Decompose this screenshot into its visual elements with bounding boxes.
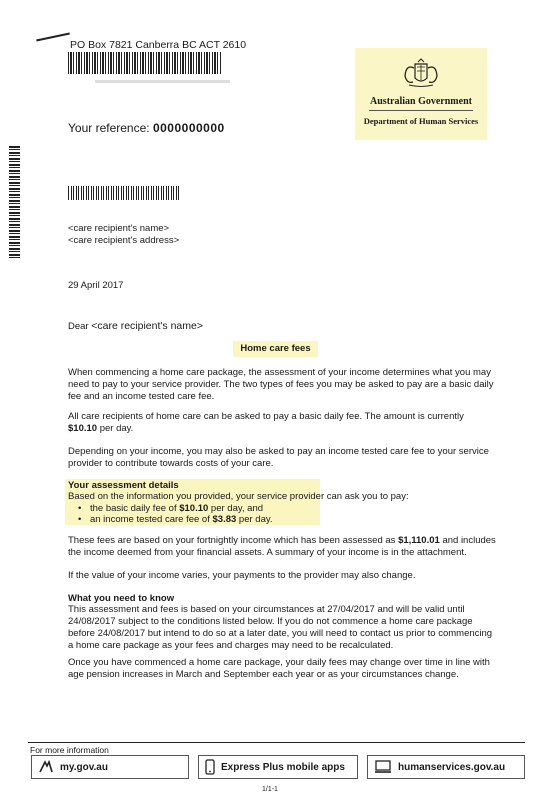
- paragraph-basic-fee-text: All care recipients of home care can be asked to pay a basic daily fee. The amount is currently: [68, 411, 464, 422]
- coat-of-arms-icon: [401, 58, 441, 88]
- logo-divider: [369, 110, 473, 111]
- logo-department-text: Department of Human Services: [363, 116, 479, 126]
- paragraph-income-varies: If the value of your income varies, your payments to the provider may also change.: [68, 570, 416, 581]
- footer-humanservices[interactable]: [367, 755, 525, 779]
- your-reference-value: 0000000000: [152, 121, 225, 135]
- bullet-income-end: per day.: [238, 514, 273, 525]
- paragraph-fortnightly-start: These fees are based on your fortnightly income which has been assessed as: [68, 535, 396, 546]
- computer-icon: [374, 760, 392, 774]
- footer-mygov-label: my.gov.au: [60, 761, 108, 773]
- bullet-basic-end: per day, and: [210, 503, 264, 514]
- salutation: [68, 320, 203, 332]
- mobile-phone-icon: [205, 759, 215, 775]
- footer-label: For more information: [30, 745, 109, 755]
- your-reference-label: Your reference:: [68, 121, 150, 135]
- fortnightly-income-amount: $1,110.01: [398, 535, 440, 546]
- recipient-name: <care recipient's name>: [68, 223, 170, 234]
- bullet-basic-text: the basic daily fee of: [89, 503, 177, 514]
- paragraph-fortnightly: [68, 535, 498, 559]
- bullet-basic-amount: $10.10: [179, 503, 209, 514]
- sender-address: PO Box 7821 Canberra BC ACT 2610: [70, 39, 247, 51]
- bullet-income-amount: $3.83: [212, 514, 237, 525]
- paragraph-changes: Once you have commenced a home care package, your daily fees may change over time in line with age pension increases in March and September each year or as your circumstances change.: [68, 657, 490, 680]
- recipient-address: <care recipient's address>: [68, 235, 180, 246]
- letter-heading: Home care fees: [233, 341, 318, 357]
- paragraph-basic-fee-end: per day.: [99, 423, 134, 434]
- pen-mark: [36, 32, 70, 41]
- what-you-need-to-know-heading: What you need to know: [68, 593, 175, 604]
- footer-mygov[interactable]: [31, 755, 189, 779]
- salutation-dear: Dear: [68, 321, 89, 332]
- paragraph-income-tested: Depending on your income, you may also be asked to pay an income tested care fee to your service provider to contribute towards costs of your care.: [68, 446, 489, 469]
- assessment-bullet-basic: [78, 503, 263, 514]
- government-logo: [355, 48, 487, 140]
- paragraph-validity: This assessment and fees is based on your circumstances at 27/04/2017 and will be valid until 24/08/2017 subject to the conditions listed below. If you do not commence a home care package before 24/08/2017 but intend to do so at a later date, you will need to contact us prior to commencing a home care package as your fees and charges may need to be recalculated.: [68, 604, 493, 651]
- recipient-barcode: [68, 186, 180, 200]
- mygov-icon: [38, 760, 54, 774]
- footer-humanservices-label: humanservices.gov.au: [398, 761, 506, 773]
- page-number: 1/1-1: [262, 786, 278, 793]
- assessment-bullet-income: [78, 514, 273, 525]
- logo-government-text: Australian Government: [370, 96, 472, 107]
- your-reference: [68, 121, 225, 135]
- assessment-intro: Based on the information you provided, your service provider can ask you to pay:: [68, 491, 409, 502]
- bullet-income-text: an income tested care fee of: [89, 514, 210, 525]
- barcode-caption: [95, 80, 230, 83]
- letter-date: 29 April 2017: [68, 280, 124, 291]
- footer-express-plus-label: Express Plus mobile apps: [221, 761, 345, 773]
- paragraph-intro: When commencing a home care package, the assessment of your income determines what you may need to pay to your service provider. The two types of fees you may be asked to pay are a basic daily fee and an income tested care fee.: [68, 367, 494, 402]
- paragraph-basic-fee: [68, 411, 498, 435]
- salutation-name: <care recipient's name>: [91, 320, 203, 332]
- footer-express-plus[interactable]: [198, 755, 358, 779]
- side-barcode: [9, 146, 20, 258]
- assessment-title: Your assessment details: [68, 480, 179, 491]
- basic-fee-amount: $10.10: [68, 423, 98, 434]
- footer-divider: [28, 742, 525, 743]
- paragraph-fortnightly-end: and includes the income deemed from your financial assets. A summary of your income is in the attachment.: [68, 535, 496, 558]
- postal-barcode: [68, 52, 222, 74]
